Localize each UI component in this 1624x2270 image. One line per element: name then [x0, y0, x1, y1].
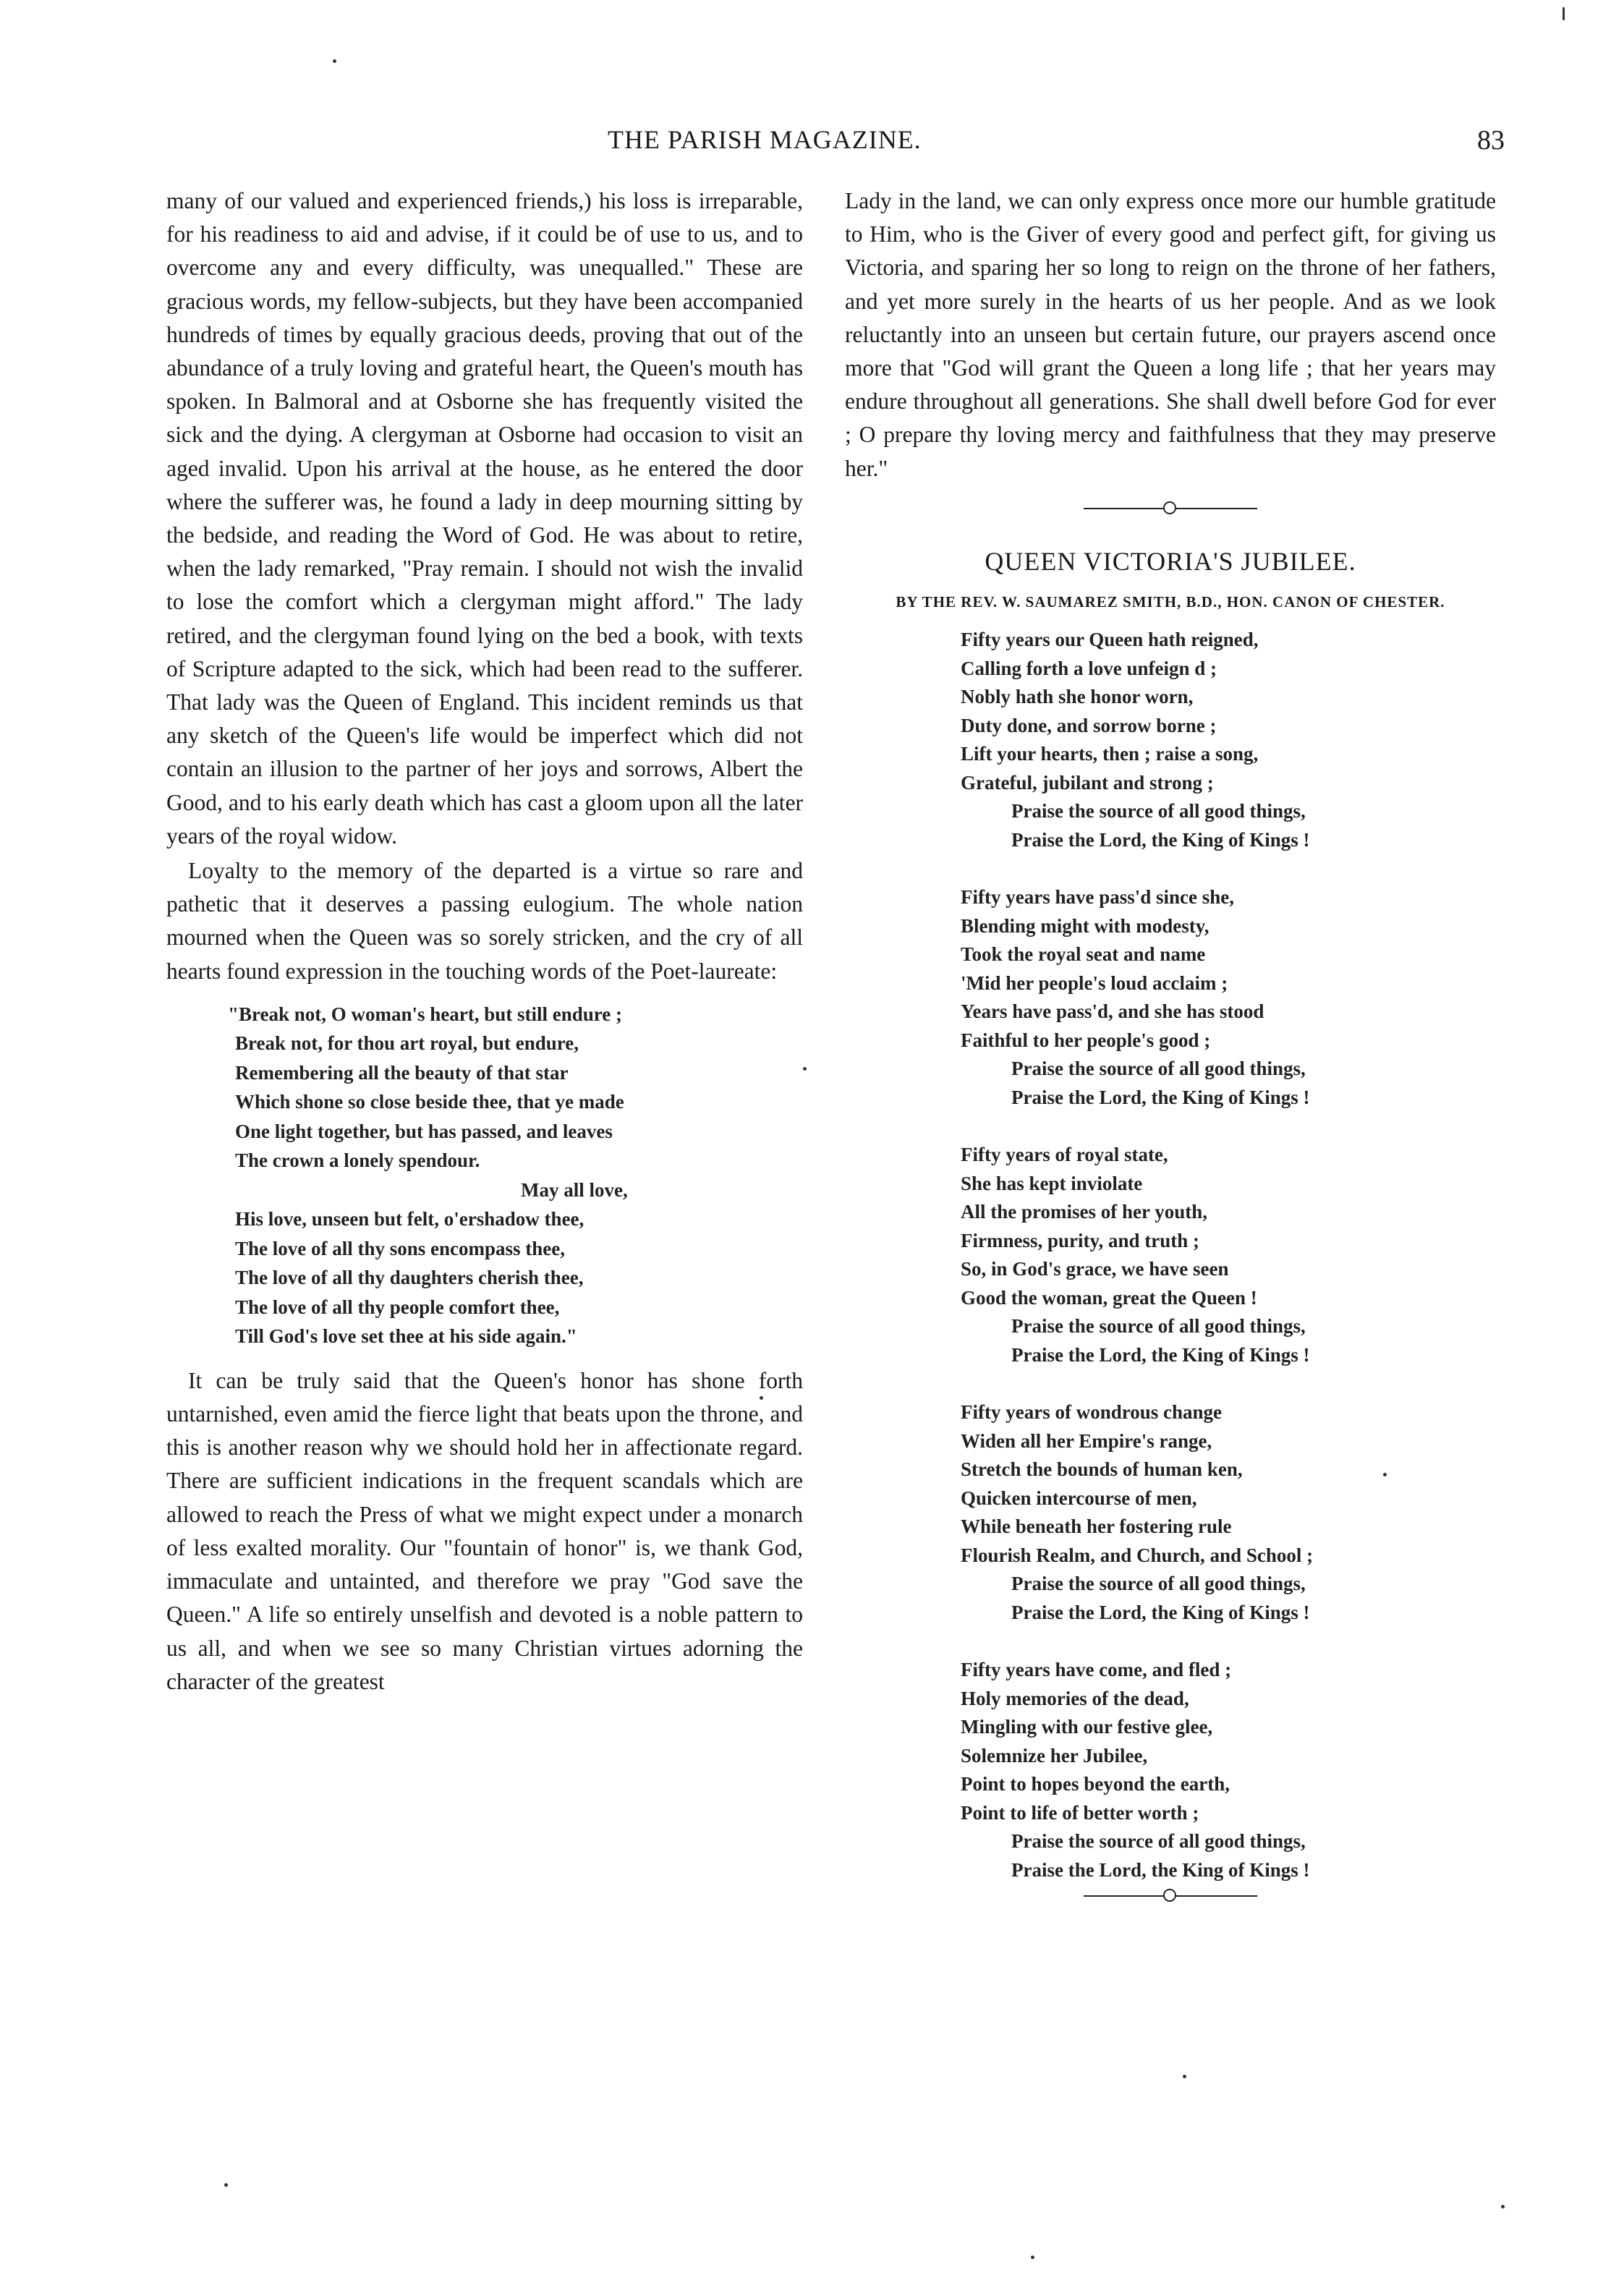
poem-line: Faithful to her people's good ;	[961, 1029, 1211, 1051]
running-title: THE PARISH MAGAZINE.	[608, 125, 922, 154]
scan-speck	[760, 1396, 763, 1400]
quote-line: Which shone so close beside thee, that ye made	[235, 1091, 624, 1113]
poem-refrain-line: Praise the Lord, the King of Kings !	[1011, 1858, 1310, 1881]
poem-line: So, in God's grace, we have seen	[961, 1258, 1229, 1280]
rule-ornament-icon	[1163, 501, 1176, 514]
poem-line: Point to hopes beyond the earth,	[961, 1773, 1230, 1795]
poem-refrain-line: Praise the Lord, the King of Kings !	[1011, 1601, 1310, 1623]
right-column	[845, 184, 1496, 1918]
quote-line: The love of all thy daughters cherish thee,	[235, 1267, 584, 1289]
poem-stanza	[961, 883, 1496, 1112]
ornamental-rule	[1084, 501, 1257, 516]
poem-refrain-line: Praise the source of all good things,	[1011, 1830, 1306, 1853]
poem-line: While beneath her fostering rule	[961, 1516, 1232, 1538]
poem-refrain-line: Praise the source of all good things,	[1011, 1573, 1306, 1595]
poem-refrain-line: Praise the source of all good things,	[1011, 1058, 1306, 1080]
quote-line: Remembering all the beauty of that star	[235, 1061, 569, 1084]
poem-line: Fifty years our Queen hath reigned,	[961, 629, 1259, 651]
poem-line: Flourish Realm, and Church, and School ;	[961, 1544, 1314, 1566]
poem-line: Years have pass'd, and she has stood	[961, 1000, 1264, 1023]
scan-speck	[224, 2183, 228, 2187]
poem-refrain-line: Praise the Lord, the King of Kings !	[1011, 1086, 1310, 1108]
poem-line: Fifty years of wondrous change	[961, 1401, 1222, 1424]
poem-line: Fifty years have pass'd since she,	[961, 886, 1234, 909]
quote-line: Till God's love set thee at his side again."	[235, 1325, 577, 1348]
scan-speck	[1501, 2205, 1505, 2209]
poem-refrain-line: Praise the Lord, the King of Kings !	[1011, 828, 1310, 851]
poem-line: Duty done, and sorrow borne ;	[961, 714, 1217, 736]
poem-line: She has kept inviolate	[961, 1172, 1143, 1194]
scan-speck	[1563, 7, 1565, 20]
poem-line: Good the woman, great the Queen !	[961, 1286, 1257, 1309]
poem-refrain-line: Praise the source of all good things,	[1011, 800, 1306, 822]
poem-stanza	[961, 1141, 1496, 1369]
poem-line: Point to life of better worth ;	[961, 1801, 1199, 1824]
scan-speck	[1383, 1473, 1387, 1476]
poem-line: Stretch the bounds of human ken,	[961, 1458, 1243, 1481]
poem-refrain-line: Praise the Lord, the King of Kings !	[1011, 1343, 1310, 1366]
poem-line: Mingling with our festive glee,	[961, 1716, 1213, 1738]
poem-line: Took the royal seat and name	[961, 943, 1206, 966]
body-paragraph: Loyalty to the memory of the departed is a virtue so rare and pathetic that it deserves a passing eulogium. The whole nation mourned when the Queen was so sorely stricken, and the cry of all hearts found expression in the touching words of the Poet-laureate:	[166, 858, 803, 984]
poem-line: Grateful, jubilant and strong ;	[961, 771, 1214, 794]
body-paragraph: It can be truly said that the Queen's honor has shone forth untarnished, even amid the fierce light that beats upon the throne, and this is another reason why we should hold her in affectionate regard. There are sufficient indications in the frequent scandals which are allowed to reach the Press of what we might expect under a monarch of less exalted morality. Our "fountain of honor" is, we thank God, immaculate and untainted, and therefore we pray "God save the Queen." A life so entirely unselfish and devoted is a noble pattern to us all, and when we see so many Christian virtues adorning the character of the greatest	[166, 1367, 803, 1694]
poem-line: Blending might with modesty,	[961, 914, 1210, 937]
block-quote-poem	[228, 1000, 803, 1351]
poem-stanza	[961, 1656, 1496, 1884]
quote-line: May all love,	[521, 1178, 628, 1201]
poem-line: Firmness, purity, and truth ;	[961, 1229, 1200, 1251]
quote-line: The love of all thy sons encompass thee,	[235, 1237, 566, 1259]
article-byline: BY THE REV. W. SAUMAREZ SMITH, B.D., HON. CANON OF CHESTER.	[896, 593, 1445, 611]
ornamental-rule	[1084, 1889, 1257, 1903]
poem-stanza	[961, 1398, 1496, 1627]
poem-line: Calling forth a love unfeign d ;	[961, 657, 1217, 679]
page-number: 83	[1477, 125, 1505, 156]
poem-line: All the promises of her youth,	[961, 1201, 1208, 1223]
poem-line: 'Mid her people's loud acclaim ;	[961, 972, 1228, 994]
quote-line: Break not, for thou art royal, but endure,	[235, 1032, 579, 1055]
poem-line: Lift your hearts, then ; raise a song,	[961, 743, 1259, 765]
quote-line: His love, unseen but felt, o'ershadow thee,	[235, 1208, 584, 1230]
quote-line: One light together, but has passed, and leaves	[235, 1120, 613, 1142]
poem-line: Quicken intercourse of men,	[961, 1487, 1197, 1509]
left-column	[166, 184, 803, 1699]
poem-line: Fifty years have come, and fled ;	[961, 1659, 1232, 1681]
body-paragraph: many of our valued and experienced friends,) his loss is irreparable, for his readiness to aid and advise, if it could be of use to us, and to overcome any and every difficulty, was unequalled." These are gracious words, my fellow-subjects, but they have been accompanied hundreds of times by equally gracious deeds, proving that out of the abundance of a truly loving and grateful heart, the Queen's mouth has spoken. In Balmoral and at Osborne she has frequently visited the sick and the dying. A clergyman at Osborne had occasion to visit an aged invalid. Upon his arrival at the house, as he entered the door where the sufferer was, he found a lady in deep mourning sitting by the bedside, and reading the Word of God. He was about to retire, when the lady remarked, "Pray remain. I should not wish the invalid to lose the comfort which a clergyman might afford." The lady retired, and the clergyman found lying on the bed a book, with texts of Scripture adapted to the sick, which had been read to the sufferer. That lady was the Queen of England. This incident reminds us that any sketch of the Queen's life would be imperfect which did not contain an illusion to the partner of her joys and sorrows, Albert the Good, and to his early death which has cast a gloom upon all the later years of the royal widow.	[166, 188, 803, 849]
article-title: QUEEN VICTORIA'S JUBILEE.	[985, 546, 1356, 576]
poem-refrain-line: Praise the source of all good things,	[1011, 1315, 1306, 1338]
poem-line: Widen all her Empire's range,	[961, 1429, 1212, 1452]
page-header	[159, 124, 1505, 168]
poem-line: Nobly hath she honor worn,	[961, 686, 1194, 708]
scan-speck	[803, 1067, 807, 1071]
quote-line: The crown a lonely spendour.	[235, 1149, 480, 1172]
poem-line: Solemnize her Jubilee,	[961, 1744, 1148, 1767]
scan-speck	[333, 59, 336, 63]
body-paragraph: Lady in the land, we can only express once more our humble gratitude to Him, who is the Giver of every good and perfect gift, for giving us Victoria, and sparing her so long to reign on the throne of her fathers, and yet more surely in the hearts of us her people. And as we look reluctantly into an unseen but certain future, our prayers ascend once more that "God will grant the Queen a long life ; that her years may endure throughout all generations. She shall dwell before God for ever ; O prepare thy loving mercy and faithfulness that they may preserve her."	[845, 188, 1496, 481]
poem-line: Fifty years of royal state,	[961, 1144, 1168, 1166]
poem-line: Holy memories of the dead,	[961, 1687, 1189, 1709]
poem-stanza	[961, 626, 1496, 854]
scan-speck	[1183, 2075, 1186, 2078]
rule-ornament-icon	[1163, 1889, 1176, 1902]
quote-line: "Break not, O woman's heart, but still endure ;	[228, 1003, 623, 1025]
quote-line: The love of all thy people comfort thee,	[235, 1296, 560, 1318]
scan-speck	[1031, 2256, 1034, 2259]
